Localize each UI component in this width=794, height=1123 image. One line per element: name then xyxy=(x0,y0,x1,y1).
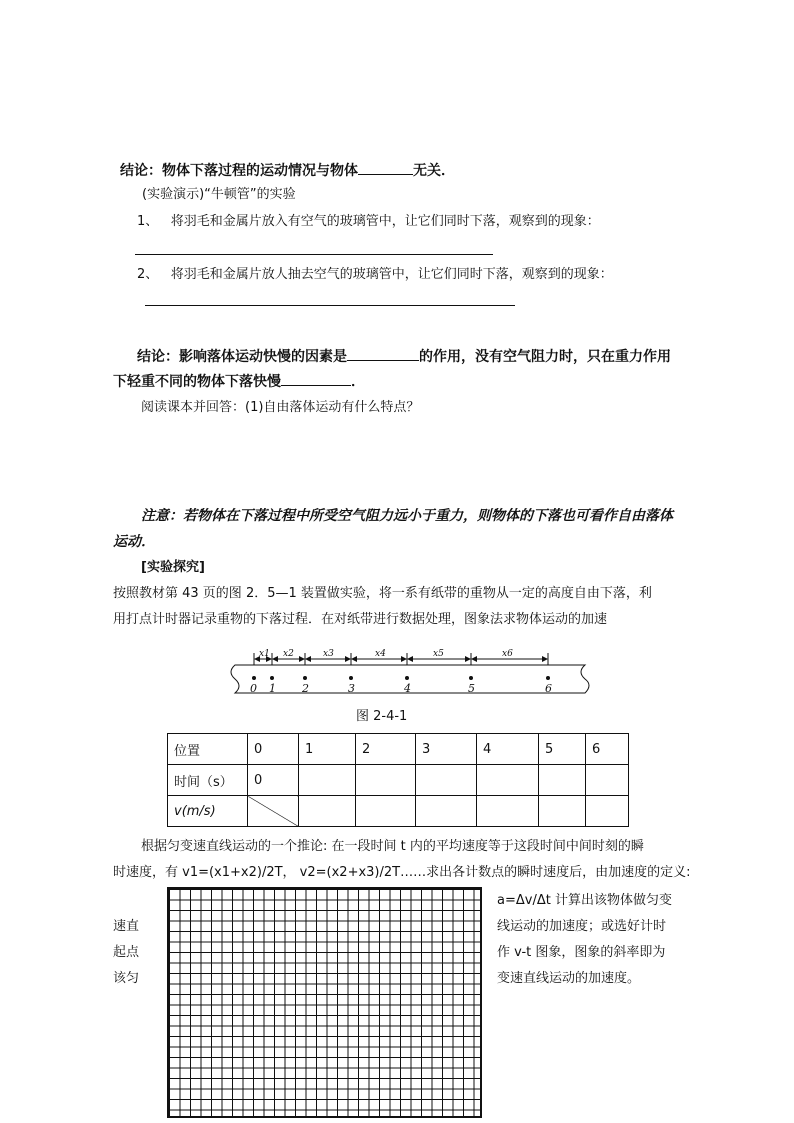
table-cell: 2 xyxy=(356,734,416,765)
input-cell[interactable] xyxy=(299,765,356,796)
conclusion-2-part3: 下轻重不同的物体下落快慢 xyxy=(113,374,281,390)
right-text-line: 作 v-t 图象，图象的斜率即为 xyxy=(497,945,666,960)
left-fragment: 速直 xyxy=(113,919,140,934)
conclusion-2-part2: 的作用，没有空气阻力时，只在重力作用 xyxy=(419,349,671,365)
conclusion-1 xyxy=(120,160,455,180)
blank-1[interactable] xyxy=(358,160,413,175)
input-cell[interactable] xyxy=(539,765,586,796)
segment-label: x6 xyxy=(502,649,513,659)
conclusion-1-text: 结论：物体下落过程的运动情况与物体 xyxy=(120,163,358,179)
input-cell[interactable] xyxy=(356,765,416,796)
explore-line-1: 按照教材第 43 页的图 2．5—1 装置做实验，将一系有纸带的重物从一定的高度自由下落，利 xyxy=(113,586,652,601)
reading-question: 阅读课本并回答：(1)自由落体运动有什么特点？ xyxy=(141,400,420,415)
left-fragment: 该匀 xyxy=(113,971,140,986)
point-label: 2 xyxy=(302,682,309,695)
blank-3[interactable] xyxy=(281,371,351,386)
input-cell[interactable] xyxy=(416,796,477,827)
table-row xyxy=(168,796,629,827)
table-cell: 6 xyxy=(586,734,629,765)
paper-tape-diagram xyxy=(225,645,595,705)
point-label: 0 xyxy=(250,682,257,695)
input-cell[interactable] xyxy=(586,765,629,796)
data-table xyxy=(167,733,629,827)
table-cell: 3 xyxy=(416,734,477,765)
header-velocity: v(m/s) xyxy=(168,796,248,827)
note-line-2: 运动． xyxy=(113,534,155,550)
input-cell[interactable] xyxy=(539,796,586,827)
conclusion-2-part4: ． xyxy=(351,374,365,390)
table-row xyxy=(168,765,629,796)
segment-label: x2 xyxy=(283,649,294,659)
right-text-line: a=Δv/Δt 计算出该物体做匀变 xyxy=(497,893,672,908)
table-cell: 0 xyxy=(248,734,299,765)
item-2-text: 将羽毛和金属片放人抽去空气的玻璃管中，让它们同时下落，观察到的现象： xyxy=(170,267,613,282)
right-text-line: 变速直线运动的加速度。 xyxy=(497,971,641,986)
demo-title: (实验演示)“牛顿管”的实验 xyxy=(142,187,296,202)
conclusion-2-part1: 结论：影响落体运动快慢的因素是 xyxy=(137,349,347,365)
infer-line-1: 根据匀变速直线运动的一个推论: 在一段时间 t 内的平均速度等于这段时间中间时刻的瞬 xyxy=(141,839,644,854)
right-text-line: 线运动的加速度；或选好计时 xyxy=(497,919,667,934)
segment-label: x3 xyxy=(323,649,334,659)
header-time: 时间（s） xyxy=(168,765,248,796)
table-cell: 5 xyxy=(539,734,586,765)
answer-line-2[interactable] xyxy=(145,305,515,306)
input-cell[interactable] xyxy=(477,796,539,827)
left-fragment: 起点 xyxy=(113,945,140,960)
table-cell: 1 xyxy=(299,734,356,765)
input-cell[interactable] xyxy=(477,765,539,796)
header-position: 位置 xyxy=(168,734,248,765)
answer-line-1[interactable] xyxy=(135,254,493,255)
conclusion-2-line-2 xyxy=(113,371,365,391)
infer-line-2: 时速度，有 v1=(x1+x2)/2T， v2=(x2+x3)/2T……求出各计数点的瞬时速度后，由加速度的定义: xyxy=(113,865,691,880)
table-cell: 0 xyxy=(248,765,299,796)
tape-dots xyxy=(252,676,550,680)
note-line-1: 注意：若物体在下落过程中所受空气阻力远小于重力，则物体的下落也可看作自由落体 xyxy=(141,508,673,524)
diagonal-cell xyxy=(248,796,299,827)
point-label: 6 xyxy=(545,682,552,695)
item-2 xyxy=(137,266,613,283)
segment-label: x4 xyxy=(375,649,386,659)
figure-caption: 图 2-4-1 xyxy=(356,709,408,724)
input-cell[interactable] xyxy=(586,796,629,827)
segment-label: x5 xyxy=(433,649,444,659)
item-1-number: 1、 xyxy=(137,214,159,229)
table-cell: 4 xyxy=(477,734,539,765)
item-2-number: 2、 xyxy=(137,267,159,282)
item-1 xyxy=(137,213,600,230)
conclusion-1-suffix: 无关． xyxy=(413,163,455,179)
table-row xyxy=(168,734,629,765)
point-label: 4 xyxy=(404,682,411,695)
item-1-text: 将羽毛和金属片放入有空气的玻璃管中，让它们同时下落，观察到的现象： xyxy=(170,214,600,229)
input-cell[interactable] xyxy=(356,796,416,827)
point-label: 3 xyxy=(348,682,355,695)
explore-title: [实验探究] xyxy=(141,560,205,575)
segment-label: x1 xyxy=(259,649,270,659)
input-cell[interactable] xyxy=(299,796,356,827)
point-label: 1 xyxy=(269,682,276,695)
graph-paper-grid[interactable] xyxy=(167,887,482,1118)
conclusion-2-line-1 xyxy=(137,346,671,366)
explore-line-2: 用打点计时器记录重物的下落过程．在对纸带进行数据处理，图象法求物体运动的加速 xyxy=(113,612,608,627)
input-cell[interactable] xyxy=(416,765,477,796)
blank-2[interactable] xyxy=(347,346,419,361)
point-label: 5 xyxy=(468,682,475,695)
